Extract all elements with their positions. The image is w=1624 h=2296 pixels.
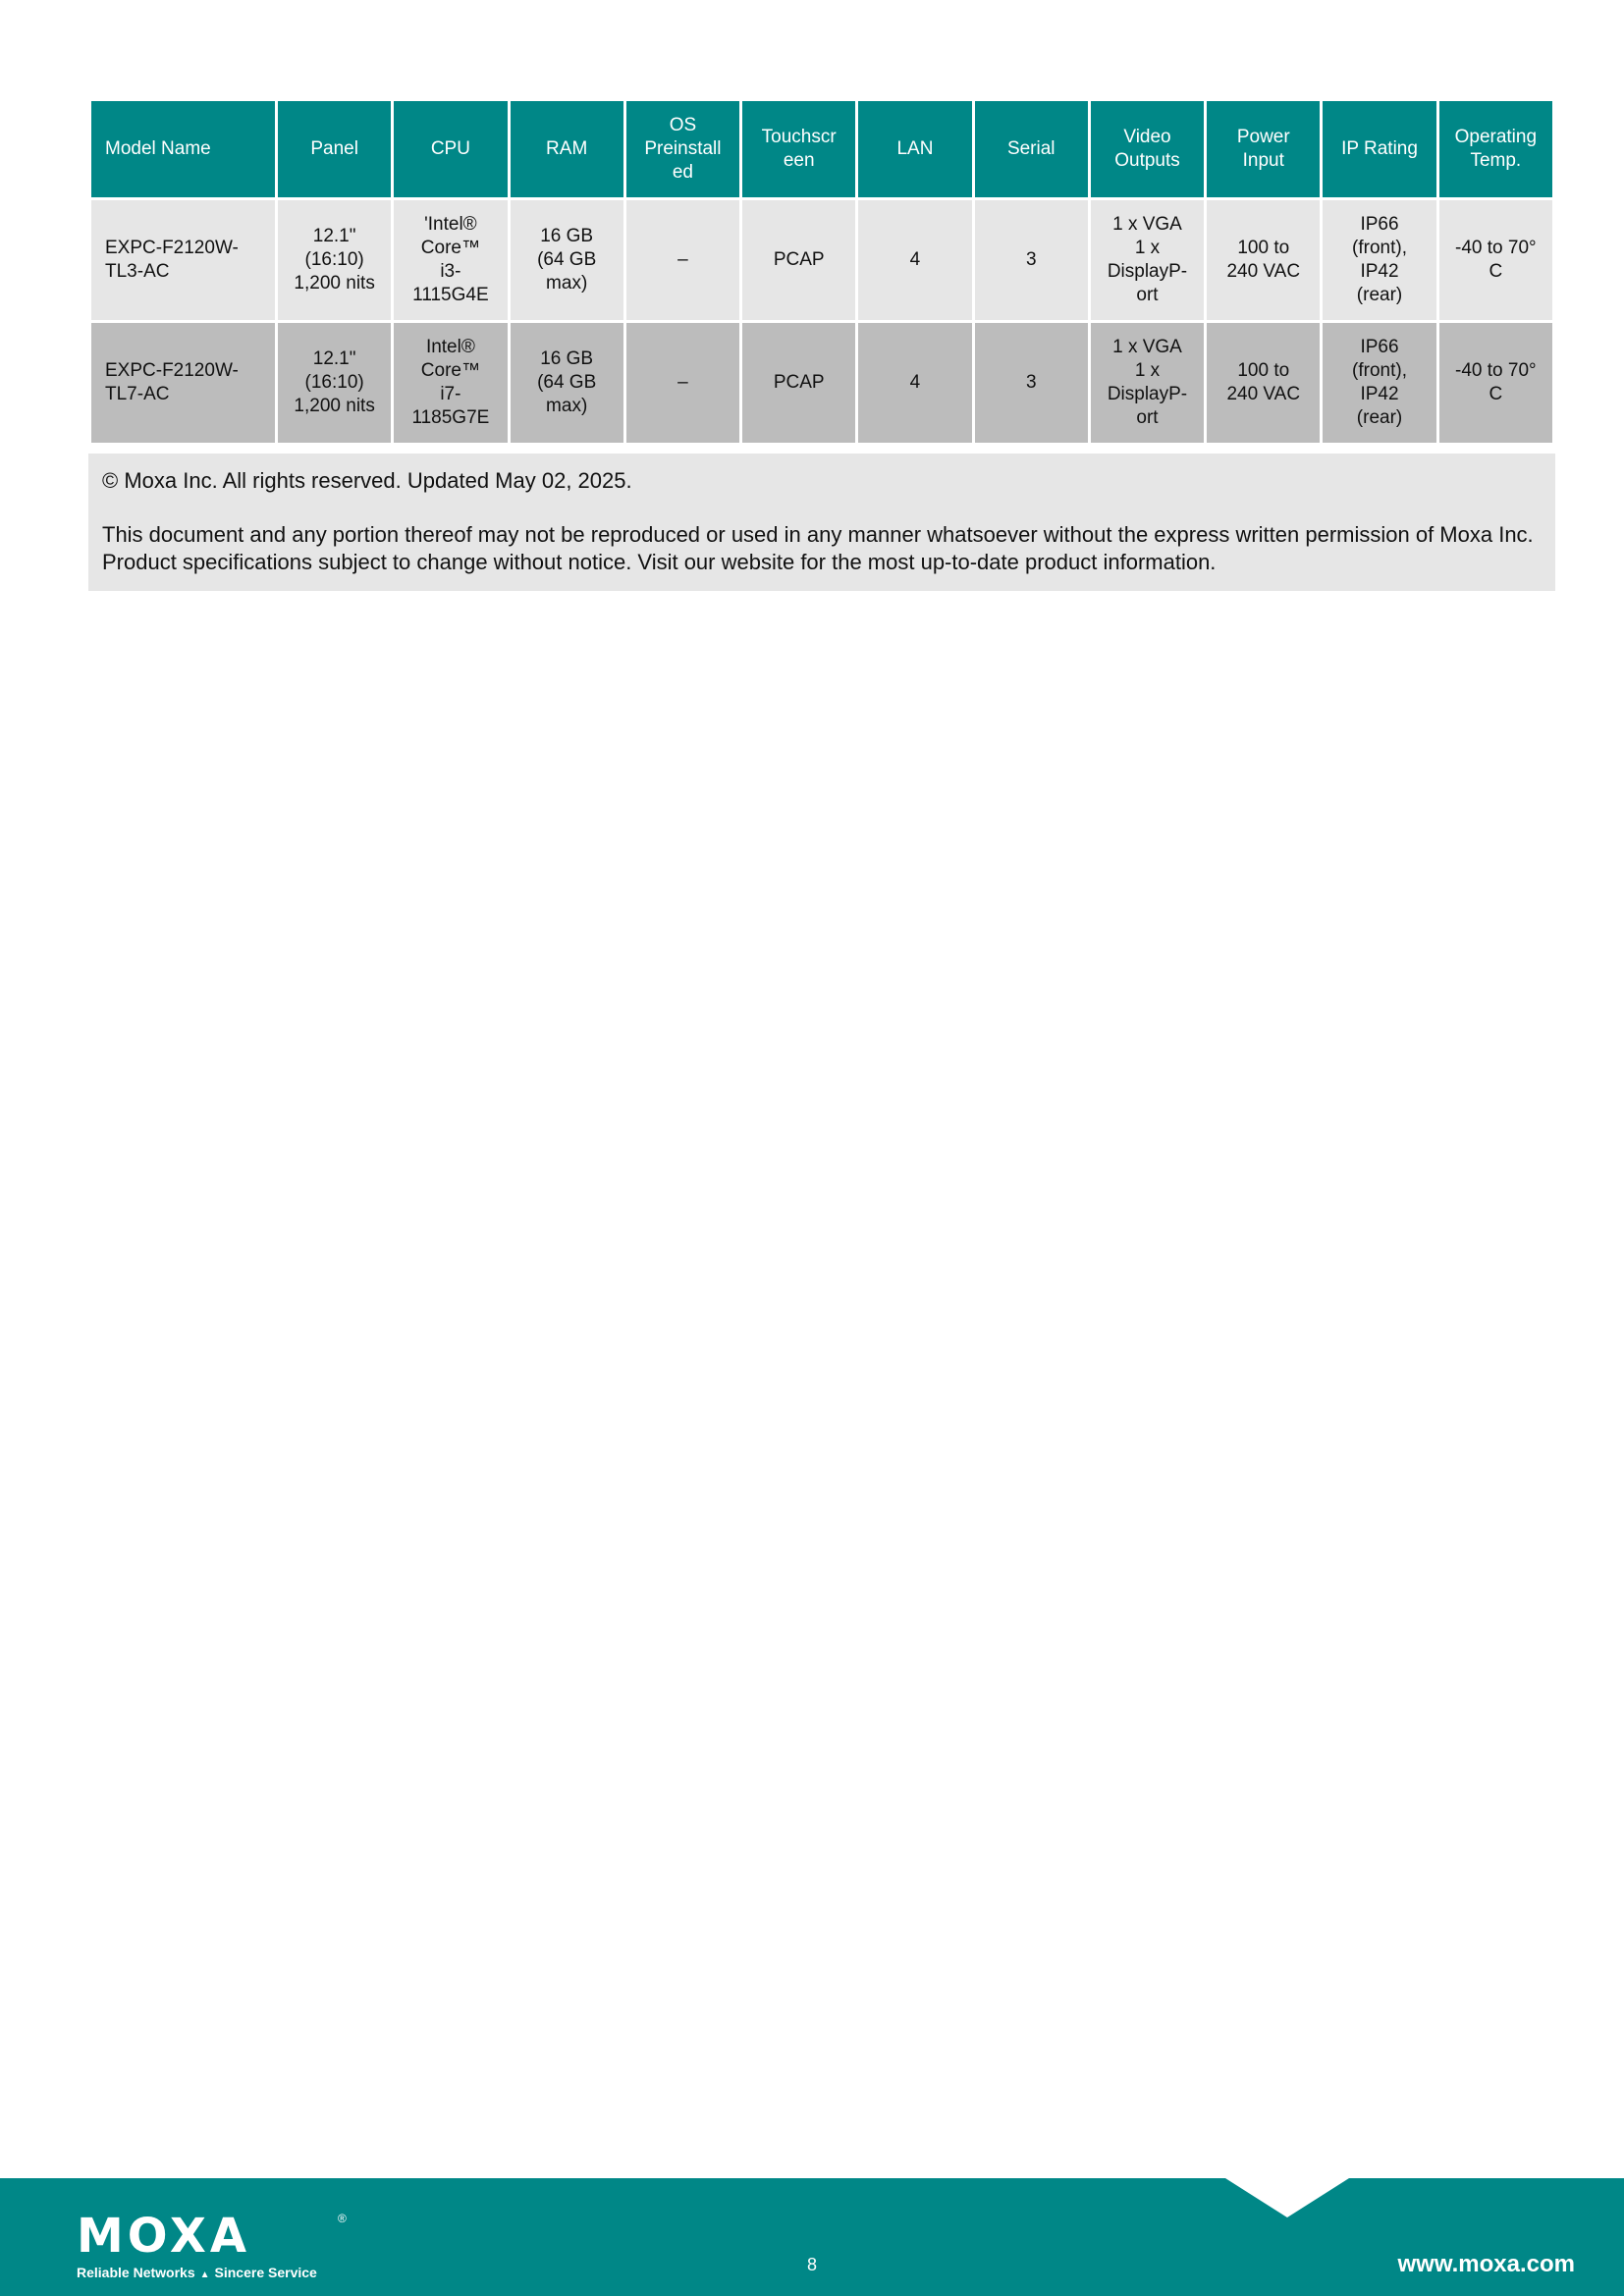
table-header-row — [90, 100, 1554, 199]
page-number: 8 — [806, 2255, 817, 2274]
header-ram: RAM — [509, 100, 624, 199]
cell-ip-rating: IP66 (front), IP42 (rear) — [1322, 322, 1437, 445]
header-operating-temp: Operating Temp. — [1437, 100, 1553, 199]
header-ip-rating: IP Rating — [1322, 100, 1437, 199]
cell-panel: 12.1" (16:10) 1,200 nits — [277, 199, 393, 322]
cell-serial: 3 — [973, 322, 1089, 445]
cell-touchscreen: PCAP — [741, 322, 857, 445]
cell-model-name: EXPC-F2120W- TL7-AC — [90, 322, 277, 445]
website-link[interactable]: www.moxa.com — [1397, 2251, 1575, 2277]
footer-notch-icon — [1225, 2178, 1349, 2217]
triangle-icon: ▲ — [199, 2269, 210, 2280]
cell-operating-temp: -40 to 70° C — [1437, 199, 1553, 322]
cell-power-input: 100 to 240 VAC — [1206, 322, 1322, 445]
header-cpu: CPU — [393, 100, 509, 199]
header-lan: LAN — [857, 100, 973, 199]
cell-video-outputs: 1 x VGA 1 x DisplayP- ort — [1089, 199, 1205, 322]
cell-serial: 3 — [973, 199, 1089, 322]
header-serial: Serial — [973, 100, 1089, 199]
header-model-name: Model Name — [90, 100, 277, 199]
disclaimer-text: This document and any portion thereof may not be reproduced or used in any manner whatsoever without the express written permission of Moxa Inc. Product specifications subject to change without notice. Visit our website for the most up-to-date product information. — [102, 522, 1534, 574]
header-os-preinstalled: OS Preinstall ed — [624, 100, 740, 199]
cell-cpu: Intel® Core™ i7- 1185G7E — [393, 322, 509, 445]
tagline-right: Sincere Service — [214, 2265, 317, 2280]
header-video-outputs: Video Outputs — [1089, 100, 1205, 199]
header-panel: Panel — [277, 100, 393, 199]
cell-operating-temp: -40 to 70° C — [1437, 322, 1553, 445]
cell-ram: 16 GB (64 GB max) — [509, 322, 624, 445]
copyright-line: © Moxa Inc. All rights reserved. Updated May 02, 2025. — [102, 468, 632, 493]
registered-mark: ® — [338, 2212, 347, 2225]
cell-ram: 16 GB (64 GB max) — [509, 199, 624, 322]
legal-notice — [88, 454, 1555, 591]
table-row — [90, 322, 1554, 445]
cell-lan: 4 — [857, 322, 973, 445]
logo-tagline — [77, 2265, 317, 2280]
cell-video-outputs: 1 x VGA 1 x DisplayP- ort — [1089, 322, 1205, 445]
header-power-input: Power Input — [1206, 100, 1322, 199]
cell-cpu: 'Intel® Core™ i3- 1115G4E — [393, 199, 509, 322]
cell-panel: 12.1" (16:10) 1,200 nits — [277, 322, 393, 445]
spec-table — [88, 98, 1555, 446]
page-footer — [0, 2178, 1624, 2296]
cell-power-input: 100 to 240 VAC — [1206, 199, 1322, 322]
moxa-logo — [77, 2209, 361, 2280]
table-row — [90, 199, 1554, 322]
cell-model-name: EXPC-F2120W- TL3-AC — [90, 199, 277, 322]
cell-ip-rating: IP66 (front), IP42 (rear) — [1322, 199, 1437, 322]
tagline-left: Reliable Networks — [77, 2265, 195, 2280]
cell-lan: 4 — [857, 199, 973, 322]
cell-os-preinstalled: – — [624, 322, 740, 445]
cell-touchscreen: PCAP — [741, 199, 857, 322]
header-touchscreen: Touchscr een — [741, 100, 857, 199]
logo-wordmark: MOXA — [77, 2209, 251, 2264]
cell-os-preinstalled: – — [624, 199, 740, 322]
